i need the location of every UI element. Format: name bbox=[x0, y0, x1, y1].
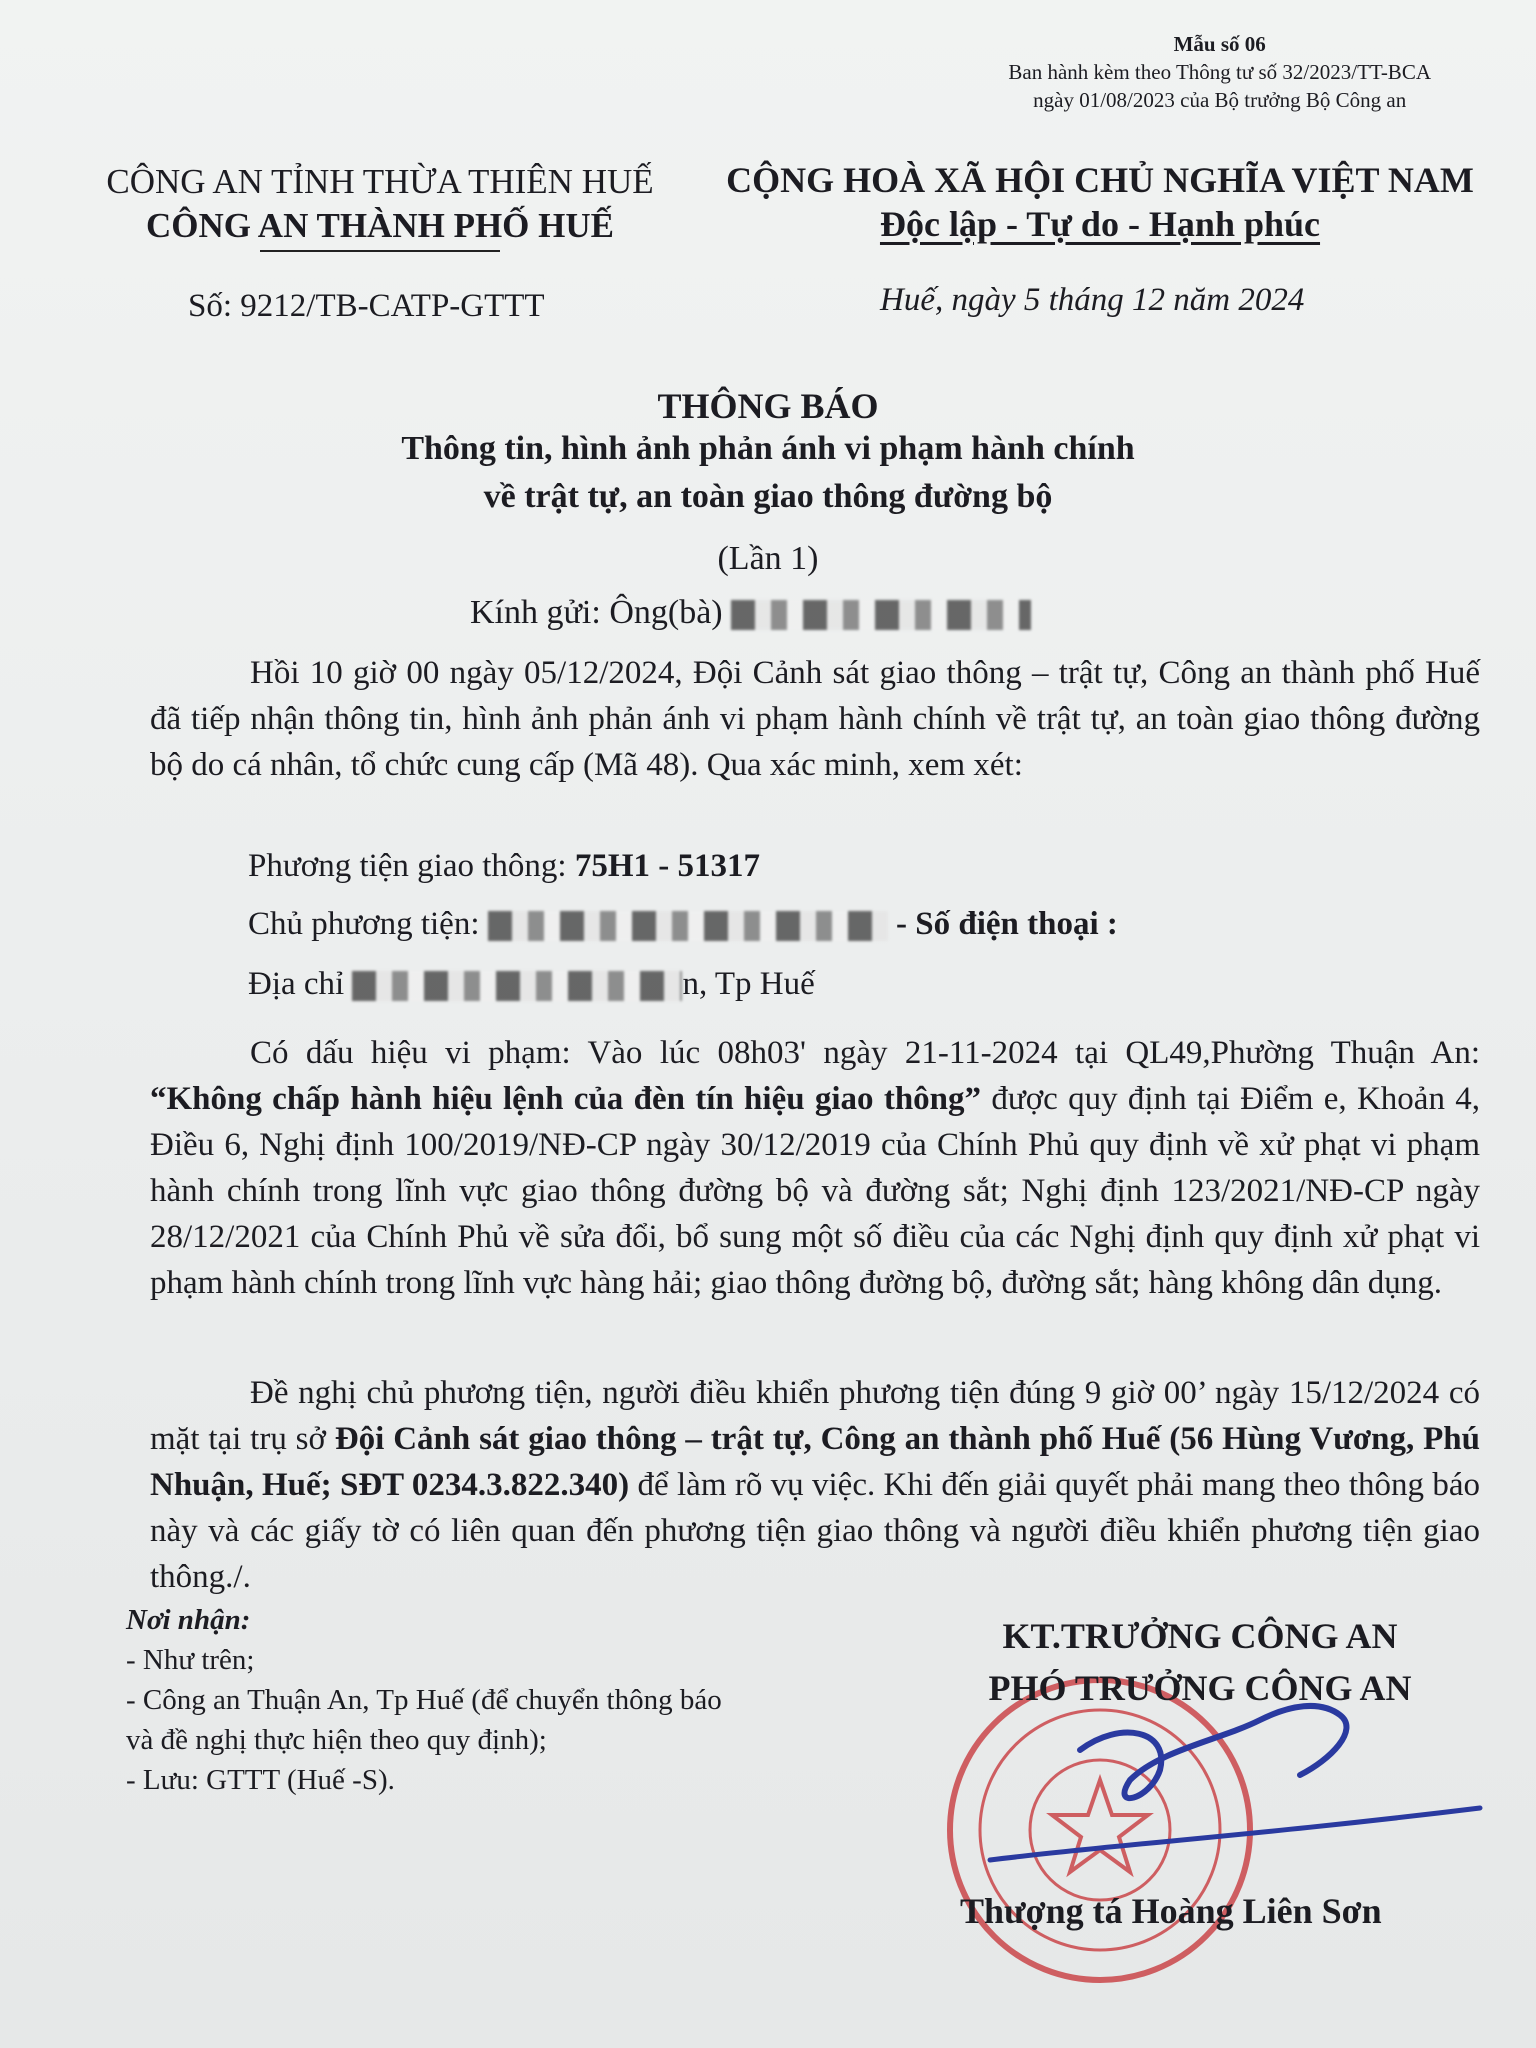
recipient-item: và đề nghị thực hiện theo quy định); bbox=[126, 1724, 547, 1756]
recipients-list bbox=[126, 1600, 722, 1800]
document-subtitle-2: về trật tự, an toàn giao thông đường bộ bbox=[483, 478, 1053, 515]
place-date: Huế, ngày 5 tháng 12 năm 2024 bbox=[880, 282, 1305, 318]
agency-underline bbox=[260, 250, 500, 252]
nation-name: CỘNG HOÀ XÃ HỘI CHỦ NGHĨA VIỆT NAM bbox=[726, 160, 1474, 200]
vehicle-row bbox=[248, 848, 760, 885]
paragraph-violation bbox=[150, 1030, 1480, 1306]
paragraph-request bbox=[150, 1370, 1480, 1600]
violation-intro: Có dấu hiệu vi phạm: Vào lúc 08h03' ngày 21-11-2024 tại QL49,Phường Thuận An: bbox=[250, 1035, 1480, 1071]
signature-title-2: PHÓ TRƯỞNG CÔNG AN bbox=[988, 1668, 1412, 1708]
request-rest: để làm rõ vụ việc. Khi đến giải quyết phải mang theo thông báo này và các giấy tờ có liên quan đến phương tiện giao thông và người điều khiển phương tiện giao thông./. bbox=[150, 1467, 1480, 1595]
recipient-label: Kính gửi: Ông(bà) bbox=[470, 594, 723, 631]
owner-row bbox=[248, 906, 1118, 943]
agency-unit: CÔNG AN THÀNH PHỐ HUẾ bbox=[145, 206, 614, 245]
recipient-item: - Công an Thuận An, Tp Huế (để chuyển thông báo bbox=[126, 1684, 722, 1716]
notice-round: (Lần 1) bbox=[717, 540, 819, 577]
signer-name: Thượng tá Hoàng Liên Sơn bbox=[960, 1891, 1382, 1931]
owner-label: Chủ phương tiện: bbox=[248, 906, 480, 942]
form-note-line2: ngày 01/08/2023 của Bộ trưởng Bộ Công an bbox=[1033, 88, 1407, 112]
document-number: Số: 9212/TB-CATP-GTTT bbox=[188, 288, 545, 324]
request-intro: Đề nghị chủ phương tiện, người điều khiển phương tiện đúng 9 giờ 00’ ngày 15/12/2024 có mặt tại trụ sở bbox=[150, 1375, 1480, 1457]
handwritten-signature bbox=[960, 1660, 1500, 1880]
signature-title-1: KT.TRƯỞNG CÔNG AN bbox=[1002, 1616, 1398, 1656]
recipient-item: - Lưu: GTTT (Huế -S). bbox=[126, 1764, 395, 1796]
paragraph-intro-text: Hồi 10 giờ 00 ngày 05/12/2024, Đội Cảnh sát giao thông – trật tự, Công an thành phố Huế đã tiếp nhận thông tin, hình ảnh phản ánh vi phạm hành chính về trật tự, an toàn giao thông đường bộ do cá nhân, tổ chức cung cấp (Mã 48). Qua xác minh, xem xét: bbox=[150, 655, 1480, 783]
address-tail: n, Tp Huế bbox=[682, 966, 815, 1002]
vehicle-label: Phương tiện giao thông: bbox=[248, 848, 567, 884]
redacted-owner bbox=[488, 911, 888, 941]
paragraph-intro bbox=[150, 650, 1480, 788]
license-plate: 75H1 - 51317 bbox=[574, 848, 760, 884]
form-template-note bbox=[1008, 30, 1431, 114]
redacted-address bbox=[352, 971, 682, 1001]
form-number: Mẫu số 06 bbox=[1173, 32, 1266, 56]
phone-label: - Số điện thoại : bbox=[896, 906, 1118, 942]
national-header bbox=[720, 158, 1480, 246]
nation-motto: Độc lập - Tự do - Hạnh phúc bbox=[879, 204, 1321, 244]
violation-legal-basis: được quy định tại Điểm e, Khoản 4, Điều 6, Nghị định 100/2019/NĐ-CP ngày 30/12/2019 của Chính Phủ quy định về xử phạt vi phạm hành chính trong lĩnh vực giao thông đường bộ và đường sắt; Nghị định 123/2021/NĐ-CP ngày 28/12/2021 của Chính Phủ về sửa đổi, bổ sung một số điều của các Nghị định quy định xử phạt vi phạm hành chính trong lĩnh vực hàng hải; giao thông đường bộ, đường sắt; hàng không dân dụng. bbox=[150, 1081, 1480, 1301]
agency-parent: CÔNG AN TỈNH THỪA THIÊN HUẾ bbox=[106, 162, 654, 201]
document-title: THÔNG BÁO bbox=[657, 386, 879, 426]
recipients-title: Nơi nhận: bbox=[126, 1604, 251, 1636]
form-note-line1: Ban hành kèm theo Thông tư số 32/2023/TT-BCA bbox=[1008, 60, 1431, 84]
office-address: Đội Cảnh sát giao thông – trật tự, Công an thành phố Huế (56 Hùng Vương, Phú Nhuận, Huế; SĐT 0234.3.822.340) bbox=[150, 1421, 1480, 1503]
violation-description: “Không chấp hành hiệu lệnh của đèn tín hiệu giao thông” bbox=[150, 1081, 982, 1117]
document-subtitle-1: Thông tin, hình ảnh phản ánh vi phạm hành chính bbox=[401, 430, 1135, 467]
address-label: Địa chỉ bbox=[248, 966, 345, 1002]
issuing-agency bbox=[90, 160, 670, 252]
recipient-item: - Như trên; bbox=[126, 1644, 255, 1676]
recipient-line bbox=[470, 594, 1031, 632]
redacted-name bbox=[731, 600, 1031, 630]
address-row bbox=[248, 966, 815, 1003]
